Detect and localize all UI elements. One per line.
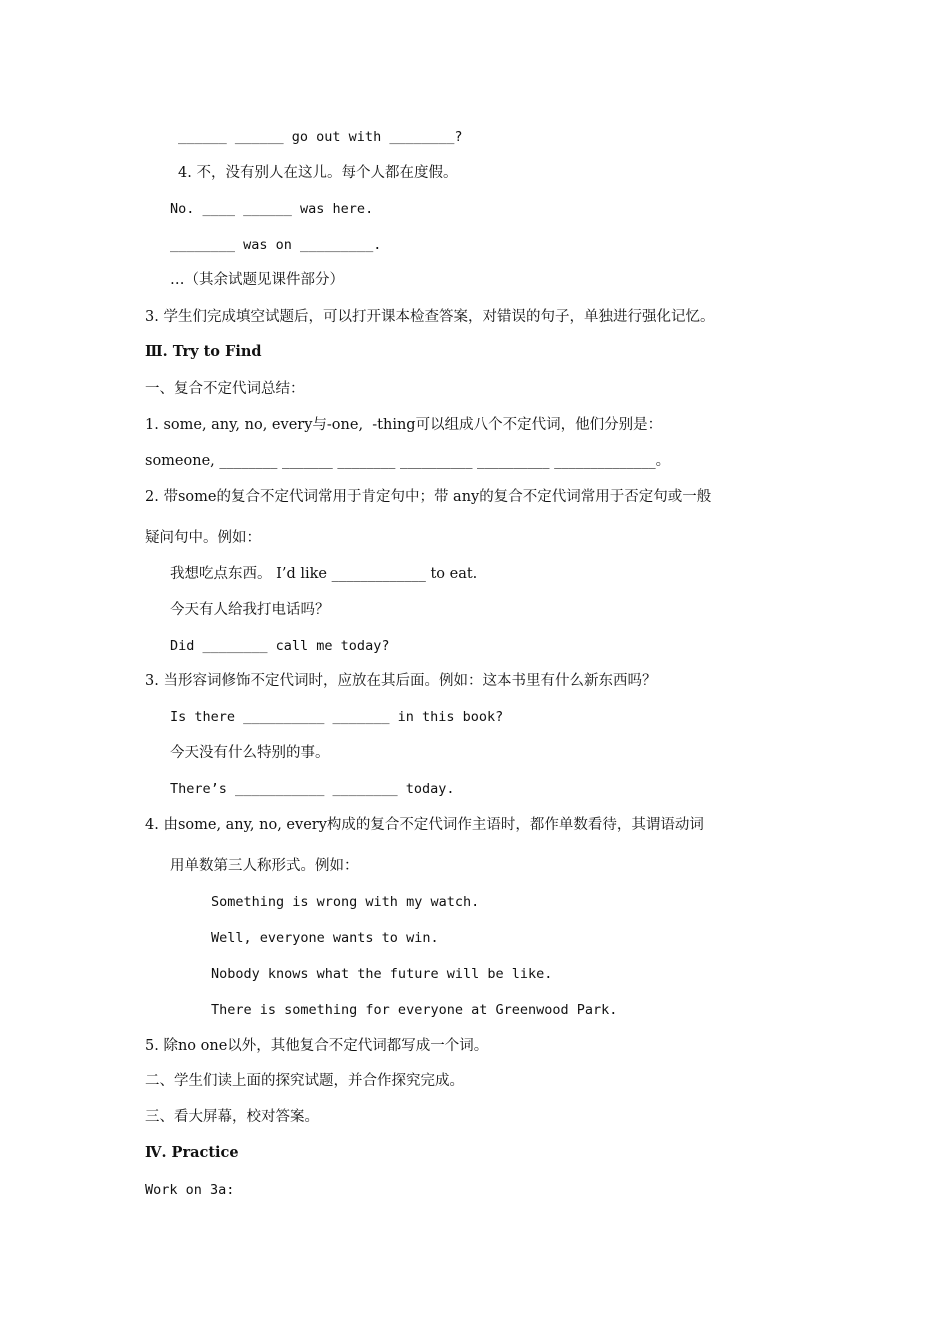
blank-question-line: ______ ______ go out with ________? (178, 129, 463, 145)
rule-2-line: 2. 带some的复合不定代词常用于肯定句中；带 any的复合不定代词常用于否定句或一般 (145, 489, 712, 505)
section-heading-practice: Ⅳ. Practice (145, 1144, 239, 1161)
rule-4-line: 4. 由some, any, no, every构成的复合不定代词作主语时，都作单数看待，其谓语动词 (145, 817, 704, 833)
example-sentence: Something is wrong with my watch. (211, 894, 480, 910)
example-sentence: Well, everyone wants to win. (211, 930, 439, 946)
answer-line: ________ was on _________. (170, 237, 382, 253)
example-sentence: Nobody knows what the future will be like. (211, 966, 553, 982)
step-3-line: 3. 学生们完成填空试题后，可以打开课本检查答案，对错误的句子，单独进行强化记忆。 (145, 309, 715, 325)
subsection-heading: 二、学生们读上面的探究试题，并合作探究完成。 (145, 1073, 464, 1089)
example-sentence: There is something for everyone at Greenwood Park. (211, 1002, 618, 1018)
subsection-heading: 一、复合不定代词总结： (145, 381, 305, 397)
example-line: 今天没有什么特别的事。 (170, 745, 330, 761)
note-line: …（其余试题见课件部分） (170, 272, 344, 288)
example-line: 我想吃点东西。 I’d like _____________ to eat. (170, 566, 478, 582)
subsection-heading: 三、看大屏幕，校对答案。 (145, 1109, 319, 1125)
rule-1-line: 1. some, any, no, every与-one, -thing可以组成八个不定代词，他们分别是： (145, 417, 663, 433)
rule-4-continuation: 用单数第三人称形式。例如： (170, 858, 359, 874)
example-line: Did ________ call me today? (170, 638, 390, 654)
blank-answer-line: someone, ________ _______ ________ __________ __________ ______________。 (145, 453, 671, 469)
example-line: There’s ___________ ________ today. (170, 781, 455, 797)
question-4-chinese: 4. 不，没有别人在这儿。每个人都在度假。 (178, 165, 458, 181)
example-line: 今天有人给我打电话吗？ (170, 602, 330, 618)
work-on-line: Work on 3a: (145, 1182, 235, 1198)
section-heading-try-to-find: Ⅲ. Try to Find (145, 343, 262, 360)
rule-5-line: 5. 除no one以外，其他复合不定代词都写成一个词。 (145, 1038, 489, 1054)
example-line: Is there __________ _______ in this book? (170, 709, 504, 725)
rule-3-line: 3. 当形容词修饰不定代词时，应放在其后面。例如：这本书里有什么新东西吗？ (145, 673, 657, 689)
rule-2-continuation: 疑问句中。例如： (145, 530, 261, 546)
answer-line: No. ____ ______ was here. (170, 201, 374, 217)
